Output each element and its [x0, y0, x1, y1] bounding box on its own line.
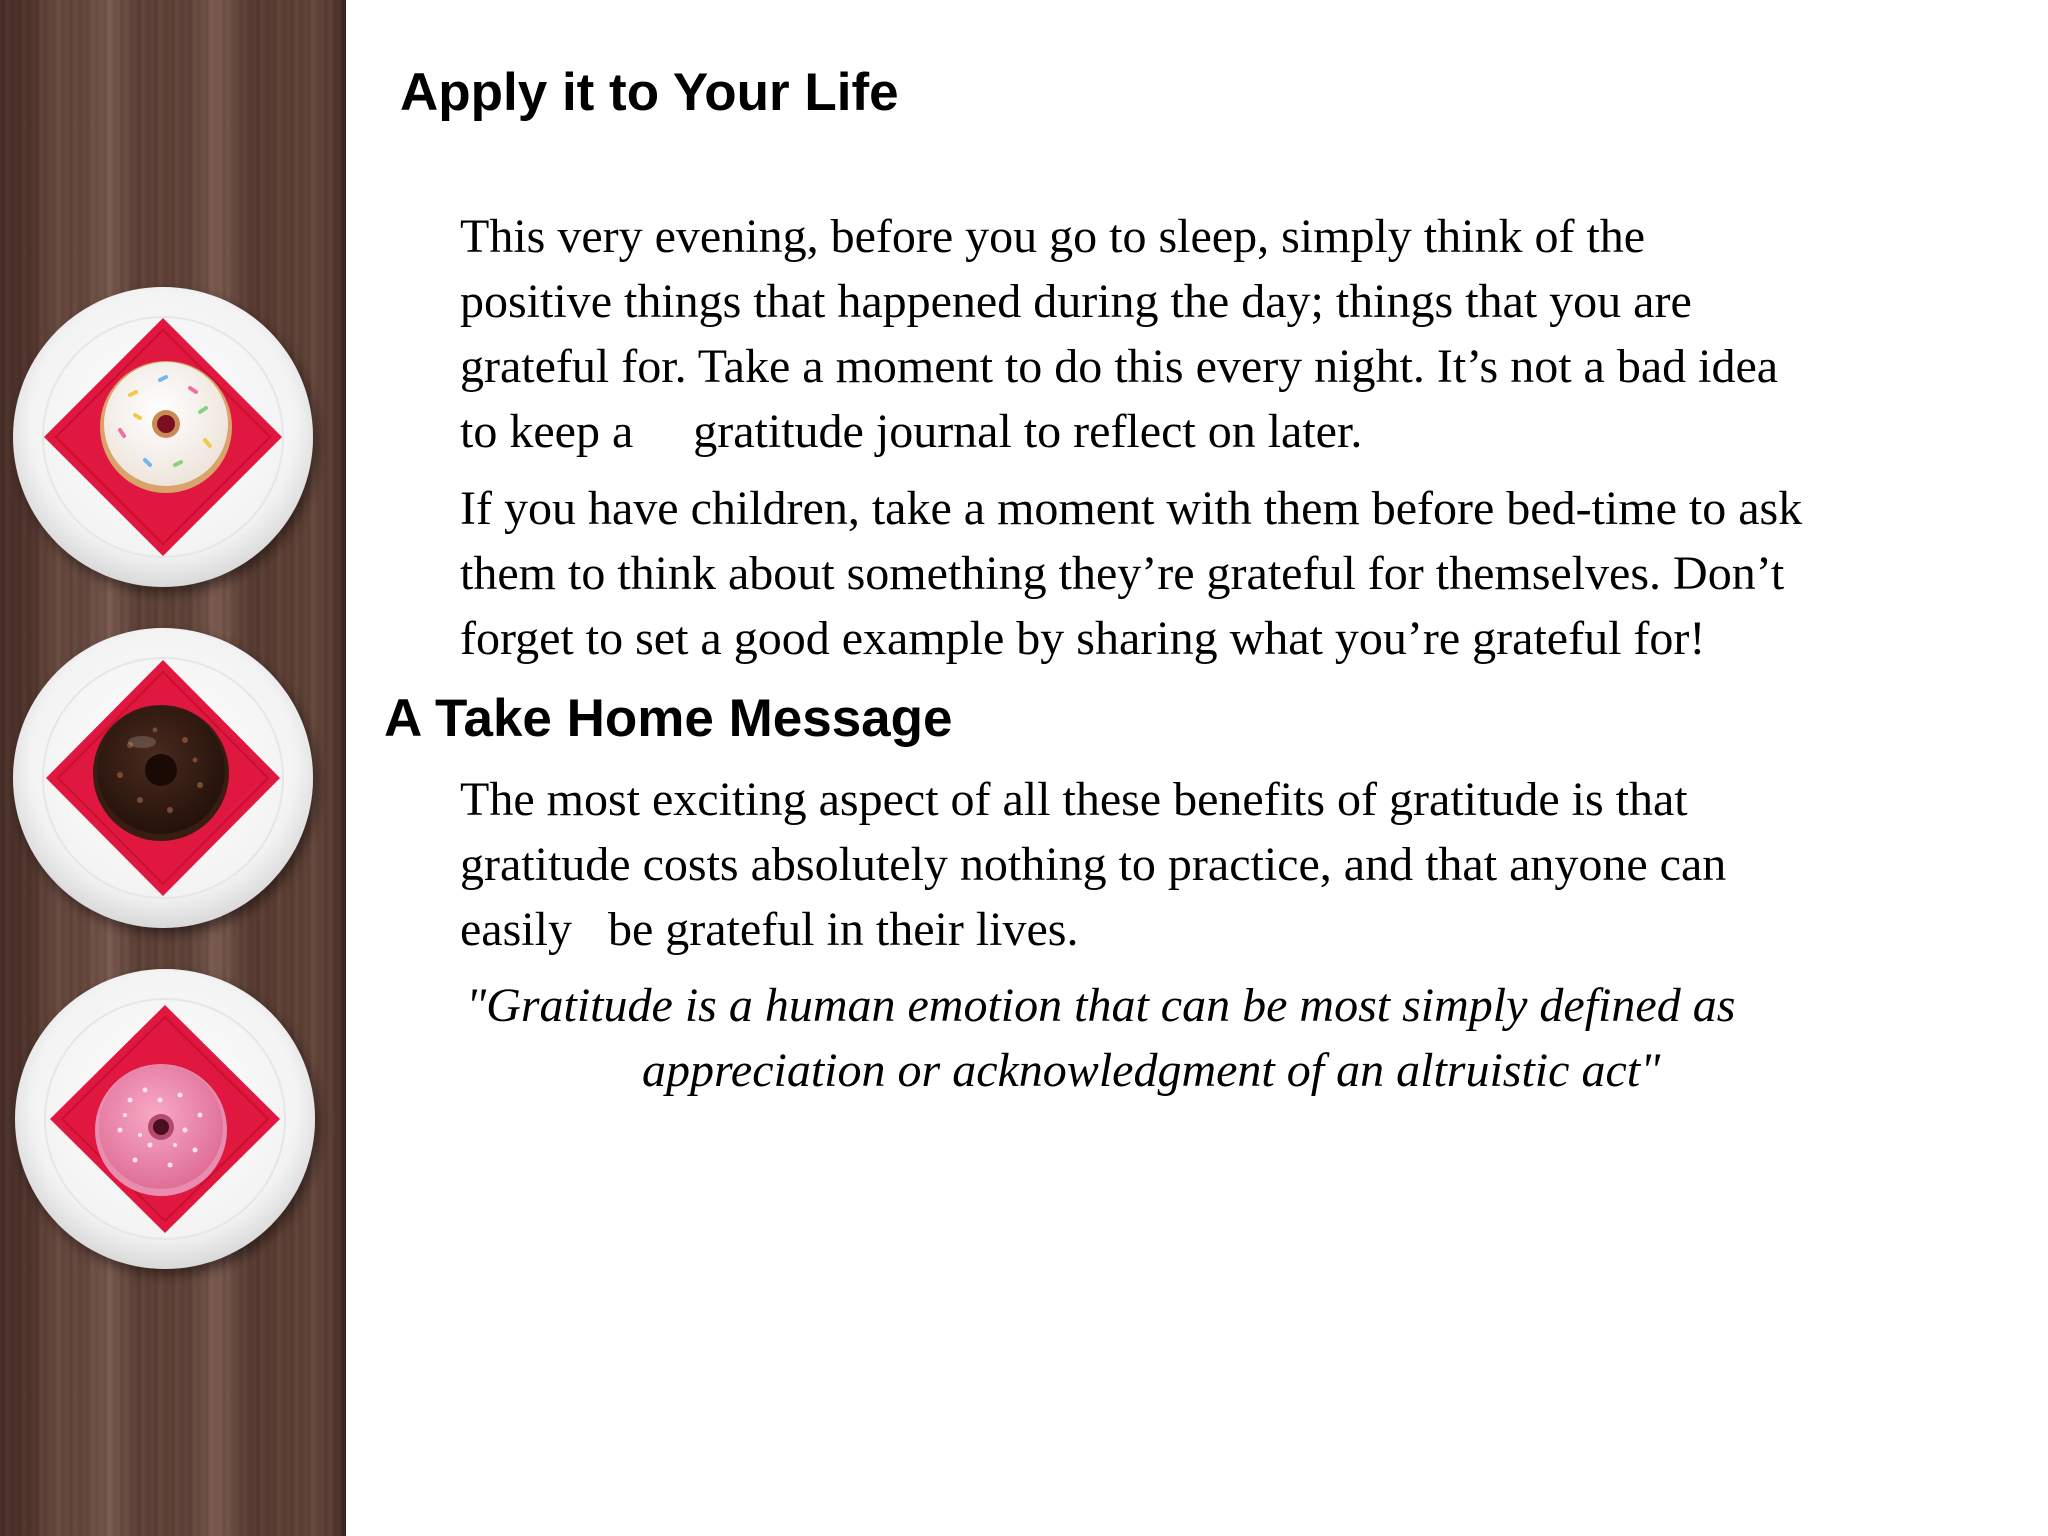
wood-panel-decoration: [0, 0, 346, 1536]
paragraph-line: This very evening, before you go to sleep, simply think of the: [460, 210, 1646, 263]
paragraph-line: If you have children, take a moment with them before bed-time to ask: [460, 482, 1803, 535]
quote-line: "Gratitude is a human emotion that can be most simply defined as: [466, 979, 1736, 1032]
paragraph-evening-reflection: [460, 204, 2020, 464]
section-heading-apply-it: Apply it to Your Life: [400, 63, 899, 122]
gratitude-quote: [466, 973, 2026, 1103]
paragraph-line: easily be grateful in their lives.: [460, 903, 1079, 956]
donut-plates-illustration: [0, 0, 346, 1536]
section-heading-take-home: A Take Home Message: [384, 689, 953, 748]
paragraph-line: The most exciting aspect of all these benefits of gratitude is that: [460, 773, 1688, 826]
donut-plate-icon: [13, 287, 313, 587]
donut-plate-icon: [15, 969, 315, 1269]
paragraph-line: gratitude costs absolutely nothing to practice, and that anyone can: [460, 838, 1727, 891]
paragraph-line: to keep a gratitude journal to reflect on later.: [460, 405, 1363, 458]
paragraph-line: them to think about something they’re grateful for themselves. Don’t: [460, 547, 1785, 600]
paragraph-take-home: [460, 767, 2020, 962]
paragraph-line: forget to set a good example by sharing what you’re grateful for!: [460, 612, 1706, 665]
paragraph-line: positive things that happened during the day; things that you are: [460, 275, 1692, 328]
quote-line: appreciation or acknowledgment of an altruistic act": [642, 1044, 1661, 1097]
paragraph-children: [460, 476, 2020, 671]
donut-plate-icon: [13, 628, 313, 928]
paragraph-line: grateful for. Take a moment to do this every night. It’s not a bad idea: [460, 340, 1779, 393]
